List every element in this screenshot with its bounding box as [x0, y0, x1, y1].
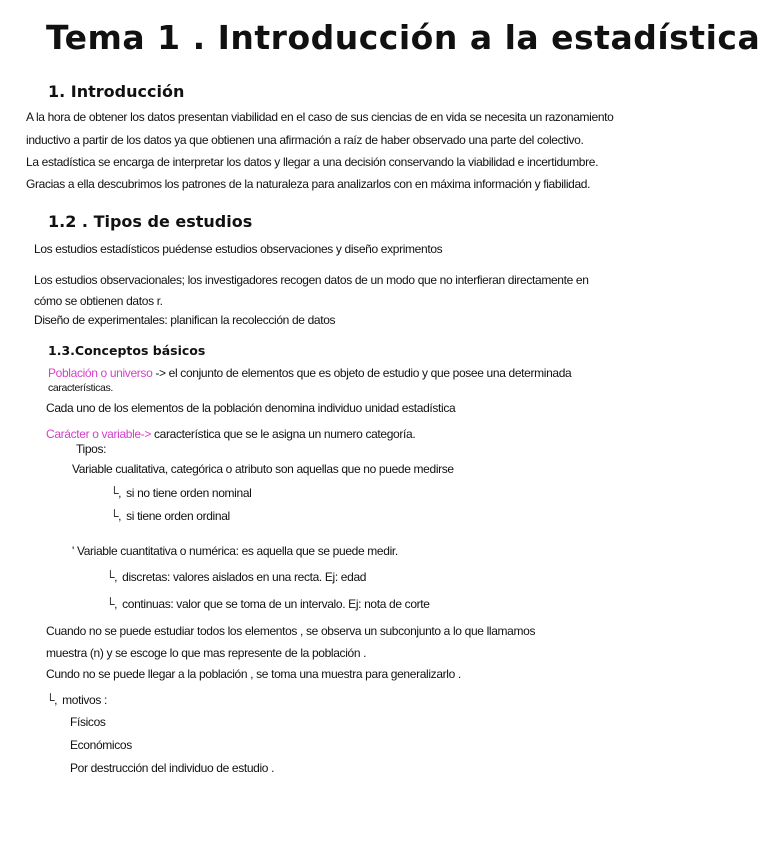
- discretas-item: [106, 570, 366, 584]
- ordinal-item: [110, 509, 230, 523]
- caracter-definition: característica que se le asigna un numero categoría.: [154, 427, 416, 441]
- intro-line: Gracias a ella descubrimos los patrones de la naturaleza para analizarlos con en máxima información y fiabilidad.: [26, 177, 591, 191]
- corner-arrow-icon: └,: [110, 486, 122, 500]
- poblacion-term: Población o universo: [48, 366, 153, 380]
- caracter-term: Carácter o variable->: [46, 427, 152, 441]
- muestra-line: Cuando no se puede estudiar todos los elementos , se observa un subconjunto a lo que llamamos: [46, 624, 536, 638]
- nominal-item: [110, 486, 251, 500]
- section-heading-conceptos: 1.3.Conceptos básicos: [48, 343, 206, 358]
- section-heading-intro: 1. Introducción: [48, 82, 185, 101]
- continuas-text: continuas: valor que se toma de un intervalo. Ej: nota de corte: [122, 597, 430, 611]
- motivo-item: Por destrucción del individuo de estudio .: [70, 761, 275, 775]
- intro-line: A la hora de obtener los datos presentan viabilidad en el caso de sus ciencias de en vida se necesita un razonamiento: [26, 110, 614, 124]
- motivos-item: [46, 693, 107, 707]
- tipos-line: cómo se obtienen datos r.: [34, 294, 163, 308]
- poblacion-definition: -> el conjunto de elementos que es objeto de estudio y que posee una determinada: [155, 366, 572, 380]
- corner-arrow-icon: └,: [106, 597, 118, 611]
- caracter-line: [46, 427, 415, 441]
- cuantitativa-line: [72, 544, 398, 558]
- poblacion-line: [48, 366, 571, 380]
- motivo-item: Económicos: [70, 738, 132, 752]
- poblacion-continuation: características.: [48, 382, 114, 394]
- muestra-line: Cundo no se puede llegar a la población , se toma una muestra para generalizarlo .: [46, 667, 461, 681]
- continuas-item: [106, 597, 430, 611]
- tipos-label: Tipos:: [76, 442, 107, 456]
- corner-arrow-icon: └,: [46, 693, 58, 707]
- motivos-label: motivos :: [62, 693, 107, 707]
- corner-arrow-icon: └,: [110, 509, 122, 523]
- page-title: Tema 1 . Introducción a la estadística: [46, 18, 760, 57]
- section-heading-tipos: 1.2 . Tipos de estudios: [48, 212, 253, 231]
- tipos-line: Los estudios estadísticos puédense estudios observaciones y diseño exprimentos: [34, 242, 443, 256]
- discretas-text: discretas: valores aislados en una recta. Ej: edad: [122, 570, 367, 584]
- bullet-mark: ': [72, 544, 74, 558]
- ordinal-text: si tiene orden ordinal: [126, 509, 230, 523]
- motivo-item: Físicos: [70, 715, 106, 729]
- cuantitativa-text: Variable cuantitativa o numérica: es aquella que se puede medir.: [76, 544, 398, 558]
- muestra-line: muestra (n) y se escoge lo que mas represente de la población .: [46, 646, 367, 660]
- intro-line: La estadística se encarga de interpretar los datos y llegar a una decisión conservando la viabilidad e incertidumbre.: [26, 155, 599, 169]
- tipos-line: Diseño de experimentales: planifican la recolección de datos: [34, 313, 336, 327]
- individuo-line: Cada uno de los elementos de la población denomina individuo unidad estadística: [46, 401, 456, 415]
- tipos-line: Los estudios observacionales; los investigadores recogen datos de un modo que no interfieran directamente en: [34, 273, 589, 287]
- nominal-text: si no tiene orden nominal: [126, 486, 252, 500]
- corner-arrow-icon: └,: [106, 570, 118, 584]
- intro-line: inductivo a partir de los datos ya que obtienen una afirmación a raíz de haber observado una parte del colectivo.: [26, 133, 584, 147]
- cualitativa-line: Variable cualitativa, categórica o atributo son aquellas que no puede medirse: [72, 462, 454, 476]
